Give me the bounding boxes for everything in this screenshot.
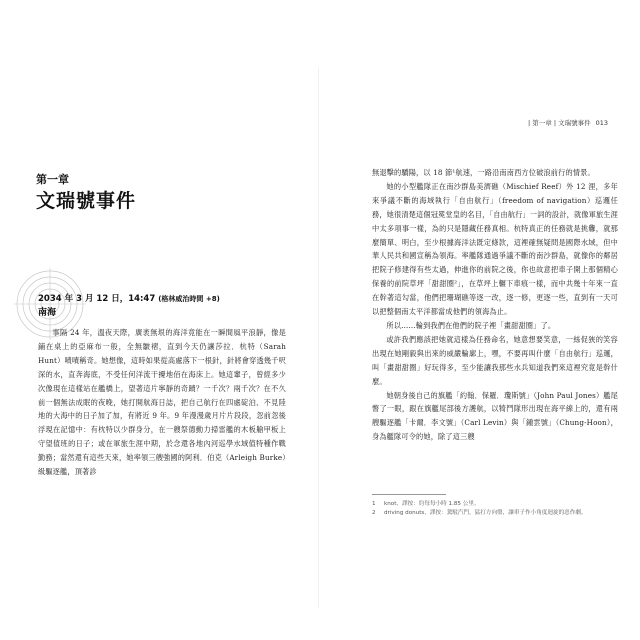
footnote-text: driving donuts，譯按：駕駁汽門，猛打方向盤，讓車子作小角度迴旋的惡作劇。 bbox=[384, 510, 587, 517]
body-paragraph: 她的小型艦隊正在南沙群島美濟礁（Mischief Reef）外 12 浬，多年來爭議不斷的海域執行「自由航行」（freedom of navigation）巡邏任務，她很清楚這個冠冕堂皇的名目，「自由航行」一詞的設計，就像軍旅生涯中太多項事一樣，為的只是隱藏任務真相。杭特真正的任務就是挑釁，就那麼簡單、明白，至少根據海洋法既定條款，這裡確無疑問是國際水域，但中華人民共和國宣稱為領海。率艦隊通過爭議不斷的南沙群島，就像你的鄰居把院子修建得有些太過，伸進你的前院之後，你也故意把車子開上那個精心保養的前院草坪「甜甜圈²」，在草坪上輾下車痕一樣，而中共幾十年來一直在幹著這勾當，他們把珊瑚礁等逐一改，逐一修，更逐一些，直到有一天可以把整個南太平洋都當成他們的領海為止。 bbox=[372, 181, 618, 317]
chapter-number: 第一章 bbox=[36, 173, 69, 186]
chapter-place: 南海 bbox=[38, 308, 57, 318]
footnote bbox=[372, 500, 618, 509]
footnote-number: 2 bbox=[372, 510, 376, 517]
chapter-title: 文瑞號事件 bbox=[36, 190, 137, 212]
datetime-text: 2034 年 3 月 12 日，14:47 bbox=[38, 294, 156, 304]
running-head-text: | 第一章 | 文瑞號事件 bbox=[528, 119, 591, 127]
body-paragraph: 無退擊的驕陽，以 18 節¹航速，一路沿南南西方位破浪前行的情景。 bbox=[372, 168, 595, 177]
body-paragraph: 或許我們應該把她就這樣為任務命名，她意想要笑意，一絲促狹的笑容出現在她剛毅與出來的威嚴輪廓上，嘿，不要再叫什麼「自由航行」巡邏，叫「畫甜甜圈」好玩得多，至少能讓我那些水兵知道我們來這裡究竟是幹什麼。 bbox=[372, 334, 618, 386]
page-number: 013 bbox=[595, 119, 609, 127]
body-paragraph: 事隔 24 年，溫夜天際，廣袤無垠的海洋竟能在一瞬間風平浪靜，像是鋪在桌上的亞麻布一般，全無皺褶，直到今天仍讓莎拉．杭特（Sarah Hunt）嘖嘖稱奇。她想像，這時如果從高處落下一根針，針將會穿透幾千呎深的水，直奔海底，不受任何洋流干擾地佰在海床上。她這輩子，曾經多少次像現在這樣站在艦橋上，望著這片寧靜的奇蹟？一千次？兩千次？在不久前一個無法成眠的夜晚，她打開航海日誌，把自己航行在四處碇泊、不見陸地的大海中的日子加了加，有將近 9 年。9 年漫漫歲月片片段段，忽前忽後浮現在記憶中：有枕特以少群身分，在一艘祭德動力掃雷艦的木板艙甲板上守望值班的日子；或在軍旅生涯中期，於念還各地內河巡學水域值特種作戰勤務；當然還有這些天來，她率領三艘強國的阿利．伯克（Arleigh Burke）級驅逐艦，頂著診 bbox=[38, 328, 286, 477]
footnote-text: knot，譯按：約每每小時 1.85 公里。 bbox=[384, 501, 480, 507]
page-gutter bbox=[318, 68, 319, 608]
right-page-body bbox=[372, 166, 618, 444]
body-paragraph: 所以……輪到我們在他們的院子裡「畫甜甜圈」了。 bbox=[386, 320, 556, 330]
left-page-body bbox=[38, 326, 286, 479]
footnotes bbox=[372, 500, 618, 519]
footnote bbox=[372, 509, 618, 518]
running-head bbox=[528, 118, 618, 127]
body-paragraph: 她朝身後自己的旗艦「約翰．保羅．瓊斯號」（John Paul Jones）艦尾瞥了一眼，跟在旗艦尾部後方護航，以犄鬥隊形出現在海平線上的，還有兩艘驅逐艦「卡爾．李文號」（Carl Levin）與「鍾雲號」（Chung-Hoon），身為艦隊可令的她，除了這三艘 bbox=[372, 390, 618, 442]
footnote-rule bbox=[372, 494, 446, 495]
timezone-text: (格林威治時間 +8) bbox=[158, 295, 220, 303]
chapter-datetime bbox=[38, 292, 220, 304]
footnote-number: 1 bbox=[372, 501, 376, 507]
